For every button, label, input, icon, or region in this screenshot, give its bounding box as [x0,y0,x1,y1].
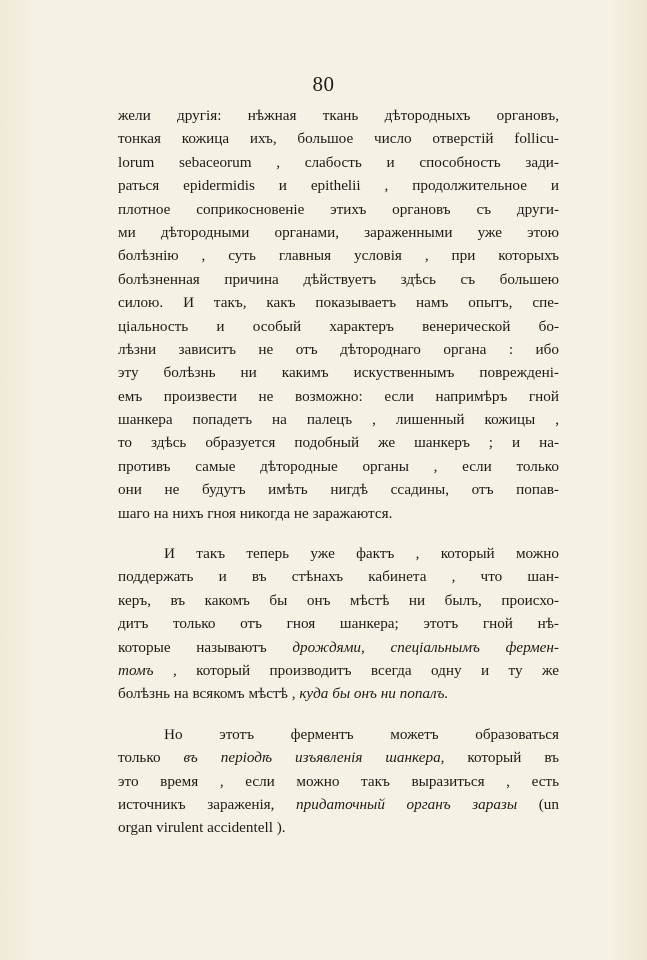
text-line [118,104,559,127]
italic-text: придаточный органъ заразы [296,795,518,813]
text-line [118,793,559,816]
text-segment: раться epidermidis и epithelii , продолжительное и [118,177,559,195]
text-line [118,198,559,221]
text-segment: керъ, въ какомъ бы онъ мѣстѣ ни былъ, происхо- [118,591,559,609]
text-segment: lorum sebaceorum , слабость и способность зади- [118,153,559,171]
body-text [118,104,559,840]
text-line [118,659,559,682]
text-line [118,723,559,746]
text-segment: плотное соприкосновеніе этихъ органовъ съ други- [118,200,559,218]
text-line [118,221,559,244]
text-segment: жели другія: нѣжная ткань дѣтородныхъ органовъ, [118,107,559,124]
text-segment: ми дѣтородными органами, зараженными уже этою [118,223,559,241]
text-segment: противъ самые дѣтородные органы , если только [118,457,559,475]
text-segment: лѣзни зависитъ не отъ дѣтороднаго органа : ибо [118,340,559,358]
text-segment: , который въ [440,749,559,767]
text-line [118,244,559,267]
text-segment: шанкера попадетъ на палецъ , лишенный кожицы , [118,411,559,429]
page-number: 80 [312,72,335,96]
text-segment: только [118,749,184,767]
italic-text: дрождями, спеціальнымъ фермен- [292,638,559,656]
text-line [118,268,559,291]
text-segment: болѣзненная причина дѣйствуетъ здѣсь съ большею [118,270,559,288]
text-line [118,361,559,384]
text-line [118,612,559,635]
text-line [118,565,559,588]
text-segment: organ virulent accidentell ). [118,819,286,837]
paragraph-gap [118,706,559,723]
text-segment: силою. И такъ, какъ показываетъ намъ опытъ, спе- [118,294,559,312]
text-segment: болѣзнь на всякомъ мѣстѣ , [118,685,300,703]
text-segment: И такъ теперь уже фактъ , который можно [164,545,559,563]
text-line [118,431,559,454]
text-segment: болѣзнію , суть главныя условія , при которыхъ [118,247,559,265]
text-segment: то здѣсь образуется подобный же шанкеръ ; и на- [118,434,559,452]
text-line [118,636,559,659]
text-line [118,151,559,174]
text-line [118,174,559,197]
text-segment: шаго на нихъ гноя никогда не заражаются. [118,504,393,522]
text-line [118,502,559,525]
text-line [118,408,559,431]
italic-text: куда бы онъ ни попалъ. [299,685,449,703]
text-segment: которые называютъ [118,638,293,656]
text-segment: , который производитъ всегда одну и ту же [153,661,559,679]
text-segment: (un [517,795,559,813]
paragraph [118,723,559,840]
italic-text: въ періодѣ изъявленія шанкера [183,749,441,767]
paragraph [118,104,559,525]
paragraph [118,542,559,706]
text-segment: источникъ зараженія, [118,795,297,813]
text-segment: емъ произвести не возможно: если напримѣръ гной [118,387,559,405]
text-segment: Но этотъ ферментъ можетъ образоваться [164,725,559,743]
text-line [118,478,559,501]
text-segment: поддержать и въ стѣнахъ кабинета , что шан- [118,568,559,586]
text-line [118,770,559,793]
text-line [118,385,559,408]
text-line [118,589,559,612]
text-segment: они не будутъ имѣть нигдѣ ссадины, отъ попав- [118,481,559,499]
text-line [118,291,559,314]
text-segment: это время , если можно такъ выразиться , есть [118,772,559,790]
text-line [118,746,559,769]
text-line [118,127,559,150]
text-segment: ціальность и особый характеръ венерической бо- [118,317,559,335]
text-line [118,338,559,361]
text-segment: эту болѣзнь ни какимъ искуственнымъ поврежденi- [118,364,559,382]
text-line [118,455,559,478]
text-line [118,816,559,839]
text-line [118,315,559,338]
text-segment: дитъ только отъ гноя шанкера; этотъ гной нѣ- [118,615,559,633]
text-segment: тонкая кожица ихъ, большое число отверстій follicu- [118,130,559,148]
text-line [118,682,559,705]
paragraph-gap [118,525,559,542]
italic-text: томъ [118,661,154,679]
text-line [118,542,559,565]
